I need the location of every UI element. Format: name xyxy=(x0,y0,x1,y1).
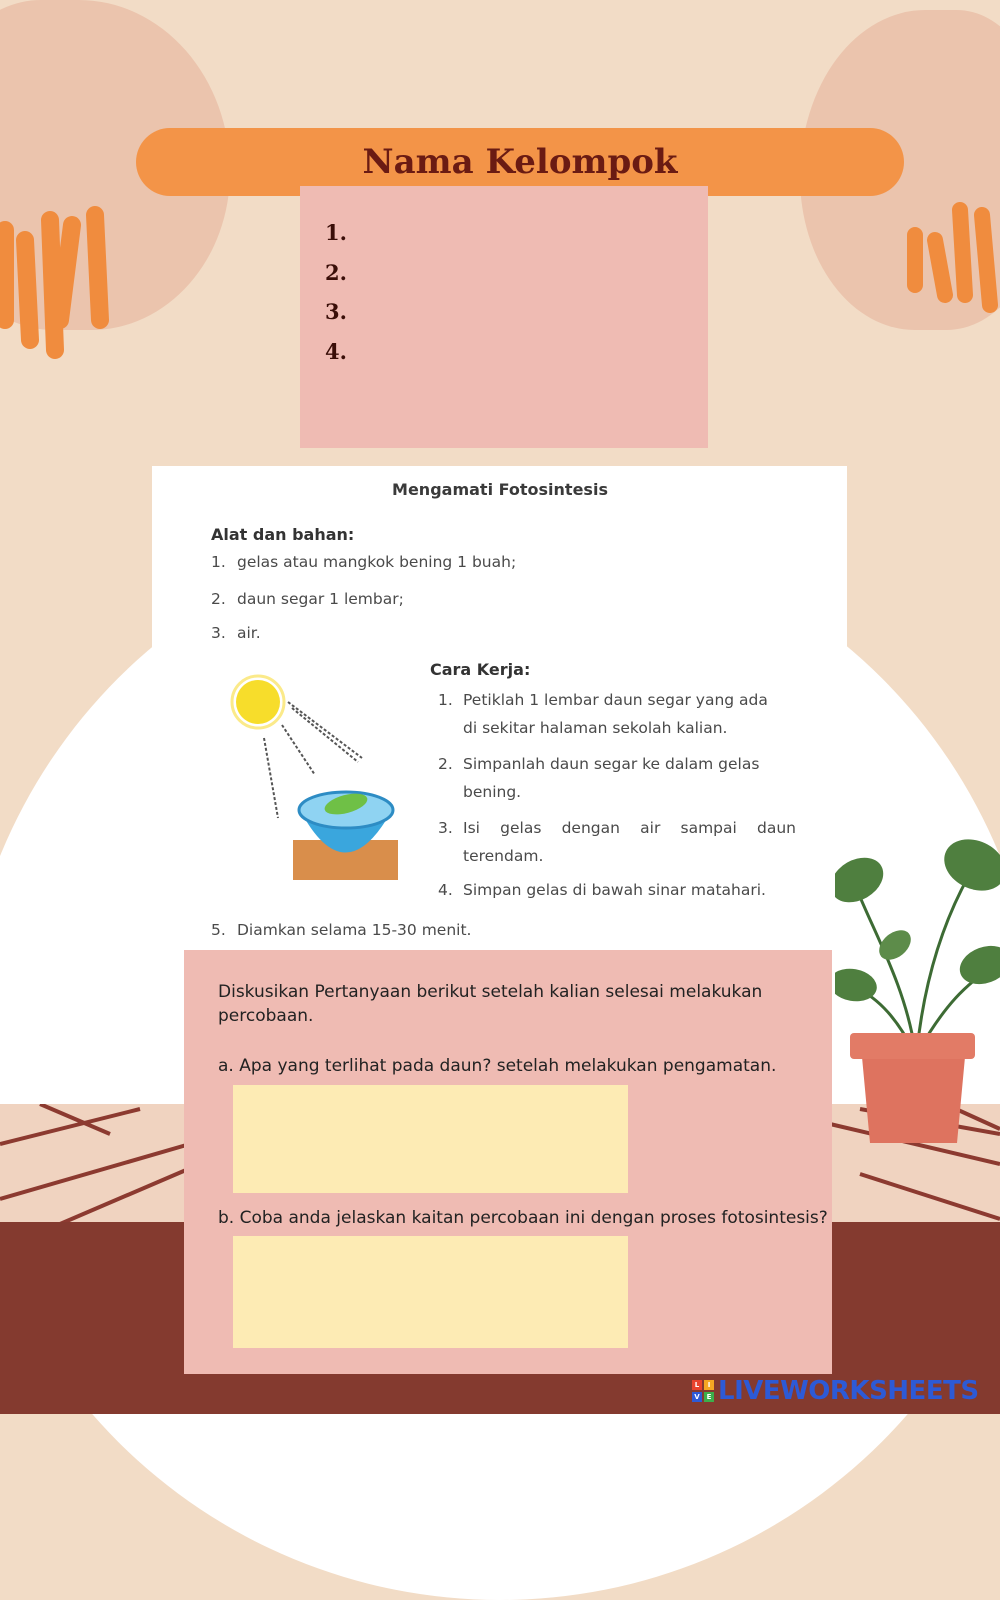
group-member-number: 4. xyxy=(325,338,347,364)
logo-letter: I xyxy=(704,1380,714,1390)
step-line: bening. xyxy=(463,783,522,801)
page-title: Nama Kelompok xyxy=(362,142,678,182)
steps-heading: Cara Kerja: xyxy=(430,660,531,679)
logo-text: LIVEWORKSHEETS xyxy=(718,1376,979,1406)
activity-title: Mengamati Fotosintesis xyxy=(392,480,608,499)
logo-letter: E xyxy=(704,1392,714,1402)
step-line: Simpanlah daun segar ke dalam gelas xyxy=(463,755,760,773)
logo-letter: V xyxy=(692,1392,702,1402)
liveworksheets-logo xyxy=(692,1376,979,1406)
step-line: Petiklah 1 lembar daun segar yang ada xyxy=(463,691,768,709)
sun-icon xyxy=(232,676,284,728)
step-num: 4. xyxy=(438,881,453,899)
step-line: Isi gelas dengan air sampai daun xyxy=(463,819,796,837)
group-member-number: 2. xyxy=(325,259,347,285)
answer-b-input[interactable] xyxy=(233,1236,628,1348)
material-item: air. xyxy=(237,624,261,642)
pot-icon xyxy=(850,1033,975,1143)
answer-a-input[interactable] xyxy=(233,1085,628,1193)
plant-decoration xyxy=(835,825,1000,1155)
member-name-input-4[interactable] xyxy=(362,335,686,367)
logo-letter: L xyxy=(692,1380,702,1390)
step-line: Simpan gelas di bawah sinar matahari. xyxy=(463,881,766,899)
monstera-leaf-icon xyxy=(835,830,1000,1050)
step-num: 1. xyxy=(438,691,453,709)
step-line: di sekitar halaman sekolah kalian. xyxy=(463,719,728,737)
material-num: 2. xyxy=(211,590,226,608)
group-member-number: 1. xyxy=(325,220,347,245)
materials-heading: Alat dan bahan: xyxy=(211,525,355,544)
step-num: 2. xyxy=(438,755,453,773)
sun-bowl-illustration xyxy=(230,670,405,885)
question-a: a. Apa yang terlihat pada daun? setelah melakukan pengamatan. xyxy=(218,1056,777,1076)
question-b: b. Coba anda jelaskan kaitan percobaan ini dengan proses fotosintesis? xyxy=(218,1208,828,1228)
orange-squiggle-left xyxy=(0,200,120,360)
step-num: 3. xyxy=(438,819,453,837)
material-num: 3. xyxy=(211,624,226,642)
logo-grid-icon xyxy=(692,1380,714,1402)
material-item: daun segar 1 lembar; xyxy=(237,590,404,608)
question-intro: Diskusikan Pertanyaan berikut setelah kalian selesai melakukan percobaan. xyxy=(218,982,763,1026)
orange-squiggle-right xyxy=(900,195,1000,315)
step-line: Diamkan selama 15-30 menit. xyxy=(237,921,472,939)
group-member-list xyxy=(325,216,347,374)
step-num: 5. xyxy=(211,921,226,939)
group-member-number: 3. xyxy=(325,299,347,324)
material-num: 1. xyxy=(211,553,226,571)
member-name-input-1[interactable] xyxy=(362,217,686,249)
step-line: terendam. xyxy=(463,847,544,865)
member-name-input-3[interactable] xyxy=(362,296,686,328)
material-item: gelas atau mangkok bening 1 buah; xyxy=(237,553,517,571)
member-name-input-2[interactable] xyxy=(362,256,686,288)
